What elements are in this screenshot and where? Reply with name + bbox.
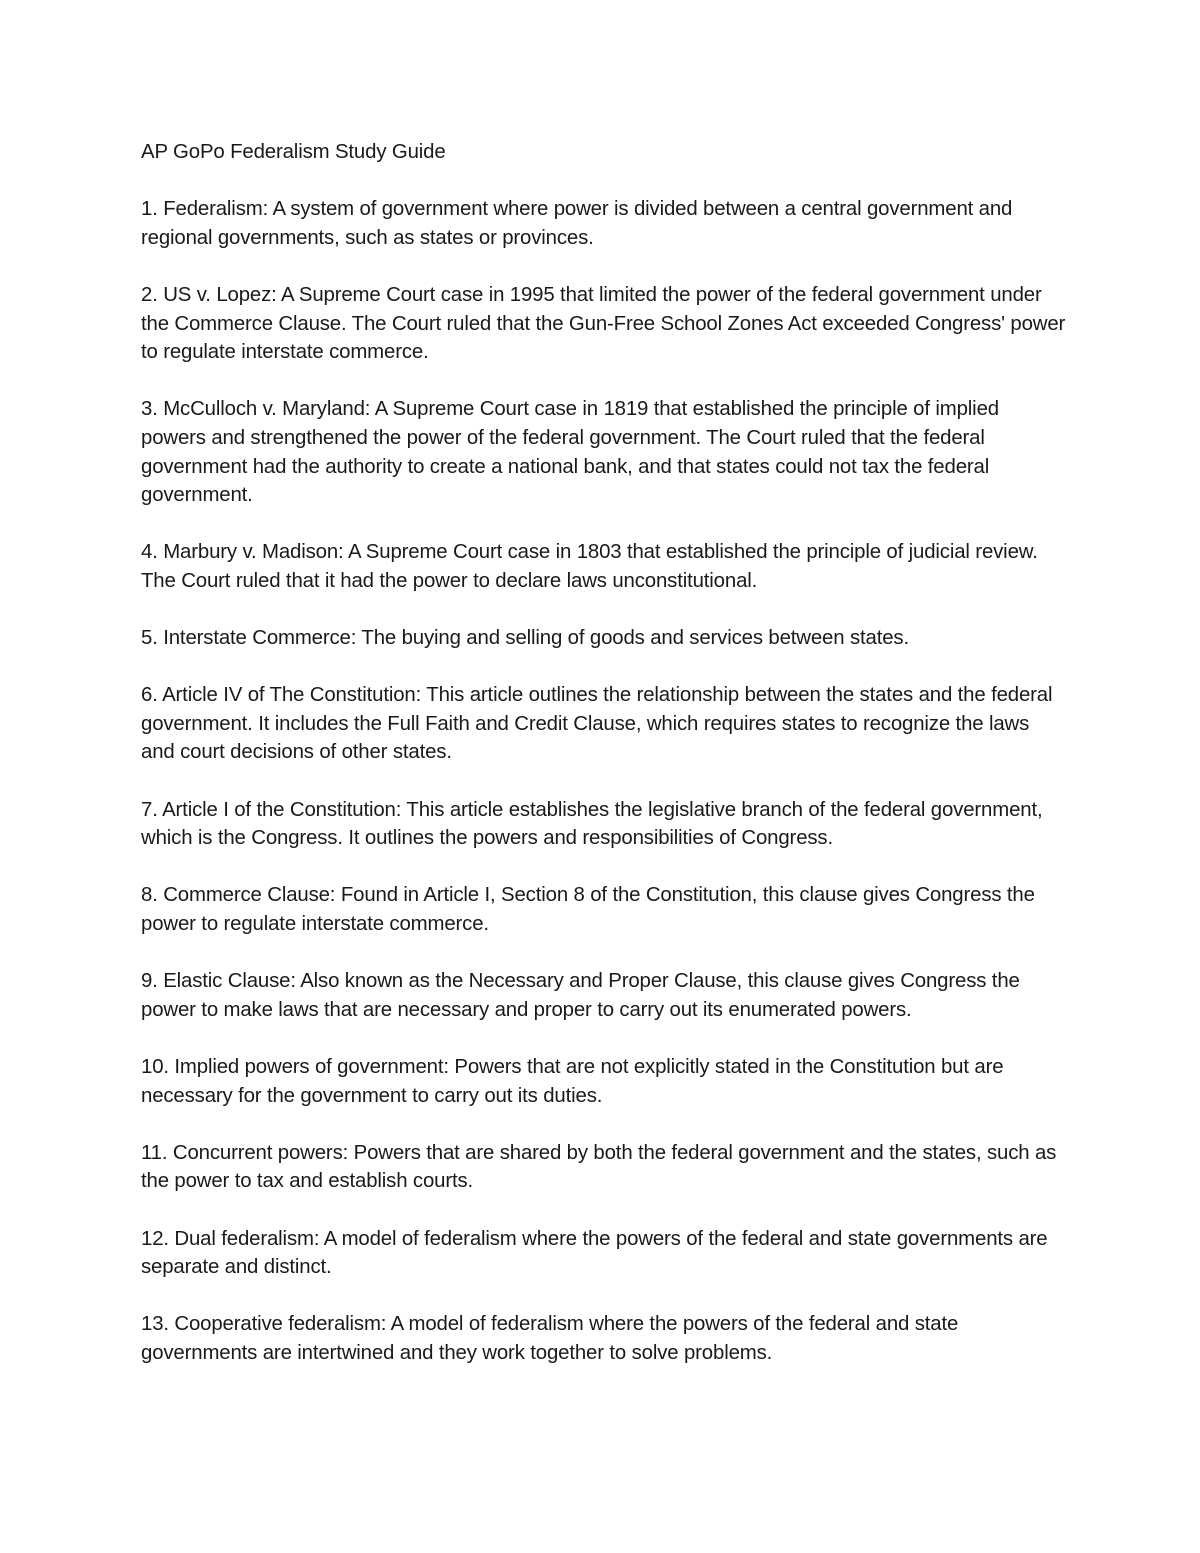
study-item-article-i: 7. Article I of the Constitution: This article establishes the legislative branch of the federal government, which is the Congress. It outlines the powers and responsibilities of Congress. xyxy=(141,798,1043,850)
study-item-marbury-v-madison: 4. Marbury v. Madison: A Supreme Court case in 1803 that established the principle of judicial review. The Court ruled that it had the power to declare laws unconstitutional. xyxy=(141,541,1038,592)
study-item-interstate-commerce: 5. Interstate Commerce: The buying and selling of goods and services between states. xyxy=(141,627,909,650)
study-item-federalism: 1. Federalism: A system of government where power is divided between a central government and regional governments, such as states or provinces. xyxy=(141,198,1013,249)
study-item-implied-powers: 10. Implied powers of government: Powers that are not explicitly stated in the Constitution but are necessary for the government to carry out its duties. xyxy=(141,1056,1004,1107)
study-item-article-iv: 6. Article IV of The Constitution: This article outlines the relationship between the states and the federal government. It includes the Full Faith and Credit Clause, which requires states to recognize the laws and court decisions of other states. xyxy=(141,684,1053,764)
study-item-cooperative-federalism: 13. Cooperative federalism: A model of federalism where the powers of the federal and state governments are intertwined and they work together to solve problems. xyxy=(141,1313,959,1364)
study-item-dual-federalism: 12. Dual federalism: A model of federalism where the powers of the federal and state governments are separate and distinct. xyxy=(141,1227,1048,1279)
study-item-elastic-clause: 9. Elastic Clause: Also known as the Necessary and Proper Clause, this clause gives Congress the power to make laws that are necessary and proper to carry out its enumerated powers. xyxy=(141,970,1020,1021)
study-item-us-v-lopez: 2. US v. Lopez: A Supreme Court case in 1995 that limited the power of the federal government under the Commerce Clause. The Court ruled that the Gun-Free School Zones Act exceeded Congress' power to regulate interstate commerce. xyxy=(141,283,1066,364)
study-item-concurrent-powers: 11. Concurrent powers: Powers that are shared by both the federal government and the states, such as the power to tax and establish courts. xyxy=(141,1141,1057,1193)
study-item-mcculloch-v-maryland: 3. McCulloch v. Maryland: A Supreme Court case in 1819 that established the principle of implied powers and strengthened the power of the federal government. The Court ruled that the federal government had the authority to create a national bank, and that states could not tax the federal government. xyxy=(141,398,999,507)
document-body xyxy=(141,138,1066,1396)
document-title: AP GoPo Federalism Study Guide xyxy=(141,141,446,163)
study-item-commerce-clause: 8. Commerce Clause: Found in Article I, Section 8 of the Constitution, this clause gives Congress the power to regulate interstate commerce. xyxy=(141,884,1035,936)
